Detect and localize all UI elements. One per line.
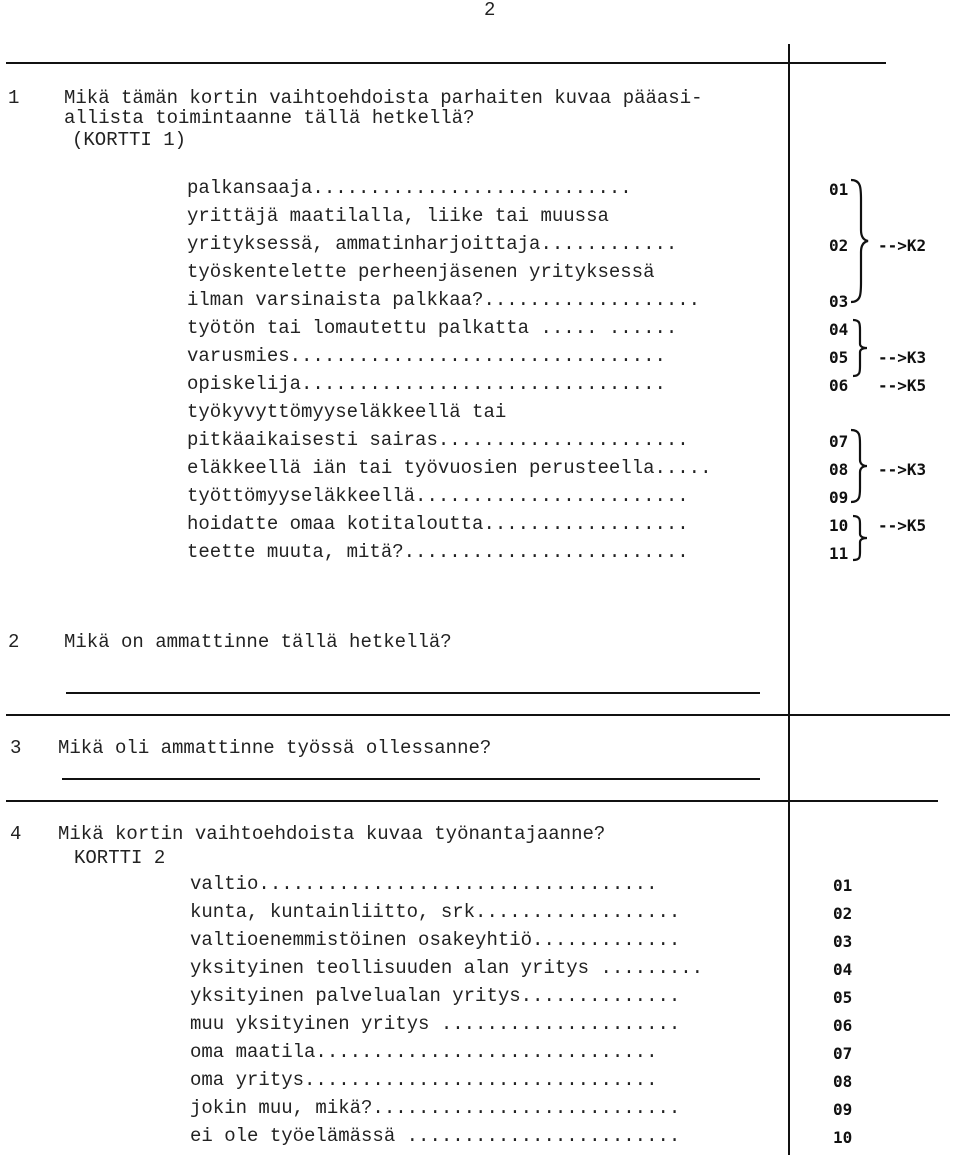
q1-skip-jump: -->K3 [878, 348, 927, 367]
q1-code: 02 [829, 236, 849, 255]
top-rule [6, 62, 886, 64]
q1-card-label: (KORTTI 1) [72, 129, 187, 151]
q1-code: 01 [829, 180, 849, 199]
q4-option: valtio................................... [190, 873, 658, 895]
q1-option-line: pitkäaikaisesti sairas...................... [187, 429, 689, 451]
q4-code: 02 [833, 904, 853, 923]
q4-option: valtioenemmistöinen osakeyhtiö............. [190, 929, 681, 951]
q4-option: yksityinen teollisuuden alan yritys ......... [190, 957, 704, 979]
q1-option-line: hoidatte omaa kotitaloutta.................. [187, 513, 689, 535]
q4-code: 04 [833, 960, 853, 979]
section-rule [6, 714, 950, 716]
q1-option-line: palkansaaja............................ [187, 177, 632, 199]
q2-answer-line[interactable] [66, 692, 760, 694]
q3-number: 3 [10, 737, 22, 759]
q4-code: 05 [833, 988, 853, 1007]
curly-bracket-icon [849, 178, 869, 304]
q1-code: 08 [829, 460, 849, 479]
q1-question-line2: allista toimintaanne tällä hetkellä? [64, 107, 475, 129]
q1-number: 1 [8, 87, 20, 109]
section-rule [6, 800, 938, 802]
q4-option: muu yksityinen yritys ..................... [190, 1013, 681, 1035]
q1-option-line: yrittäjä maatilalla, liike tai muussa [187, 205, 609, 227]
q1-skip-jump: -->K3 [878, 460, 927, 479]
curly-bracket-icon [849, 428, 869, 504]
q1-code: 07 [829, 432, 849, 451]
q1-option-line: ilman varsinaista palkkaa?................... [187, 289, 701, 311]
q1-option-line: työtön tai lomautettu palkatta ..... ...... [187, 317, 678, 339]
q1-code: 03 [829, 292, 849, 311]
q1-question-line1: Mikä tämän kortin vaihtoehdoista parhaiten kuvaa pääasi- [64, 87, 703, 109]
q1-code: 06 [829, 376, 849, 395]
q1-code: 05 [829, 348, 849, 367]
q1-option-line: opiskelija................................ [187, 373, 666, 395]
q4-code: 08 [833, 1072, 853, 1091]
q4-option: ei ole työelämässä ........................ [190, 1125, 681, 1147]
page-number: 2 [484, 0, 496, 21]
q1-code: 04 [829, 320, 849, 339]
q4-code: 03 [833, 932, 853, 951]
q4-option: oma maatila.............................. [190, 1041, 658, 1063]
q1-skip-jump: -->K5 [878, 516, 927, 535]
q2-number: 2 [8, 631, 20, 653]
q1-option-line: työskentelette perheenjäsenen yrityksessä [187, 261, 655, 283]
q1-code: 11 [829, 544, 849, 563]
q2-question: Mikä on ammattinne tällä hetkellä? [64, 631, 452, 653]
q4-option: kunta, kuntainliitto, srk.................. [190, 901, 681, 923]
curly-bracket-icon [851, 514, 869, 562]
q1-option-line: työkyvyttömyyseläkkeellä tai [187, 401, 507, 423]
column-divider [788, 44, 790, 1155]
q4-code: 09 [833, 1100, 853, 1119]
q1-skip-jump: -->K2 [878, 236, 927, 255]
q4-code: 10 [833, 1128, 853, 1147]
q4-card-label: KORTTI 2 [74, 847, 166, 869]
q1-option-line: yrityksessä, ammatinharjoittaja............ [187, 233, 678, 255]
q4-number: 4 [10, 823, 22, 845]
q1-code: 09 [829, 488, 849, 507]
q1-option-line: eläkkeellä iän tai työvuosien perusteella..... [187, 457, 712, 479]
q1-code: 10 [829, 516, 849, 535]
q1-option-line: teette muuta, mitä?......................... [187, 541, 689, 563]
q4-question: Mikä kortin vaihtoehdoista kuvaa työnantajaanne? [58, 823, 606, 845]
q1-option-line: työttömyyseläkkeellä........................ [187, 485, 689, 507]
q3-answer-line[interactable] [62, 778, 760, 780]
q4-option: oma yritys............................... [190, 1069, 658, 1091]
curly-bracket-icon [851, 318, 869, 378]
q1-skip-jump: -->K5 [878, 376, 927, 395]
q4-option: jokin muu, mikä?........................... [190, 1097, 681, 1119]
q4-code: 06 [833, 1016, 853, 1035]
q4-code: 07 [833, 1044, 853, 1063]
q4-code: 01 [833, 876, 853, 895]
q4-option: yksityinen palvelualan yritys.............. [190, 985, 681, 1007]
q3-question: Mikä oli ammattinne työssä ollessanne? [58, 737, 492, 759]
q1-option-line: varusmies................................. [187, 345, 666, 367]
